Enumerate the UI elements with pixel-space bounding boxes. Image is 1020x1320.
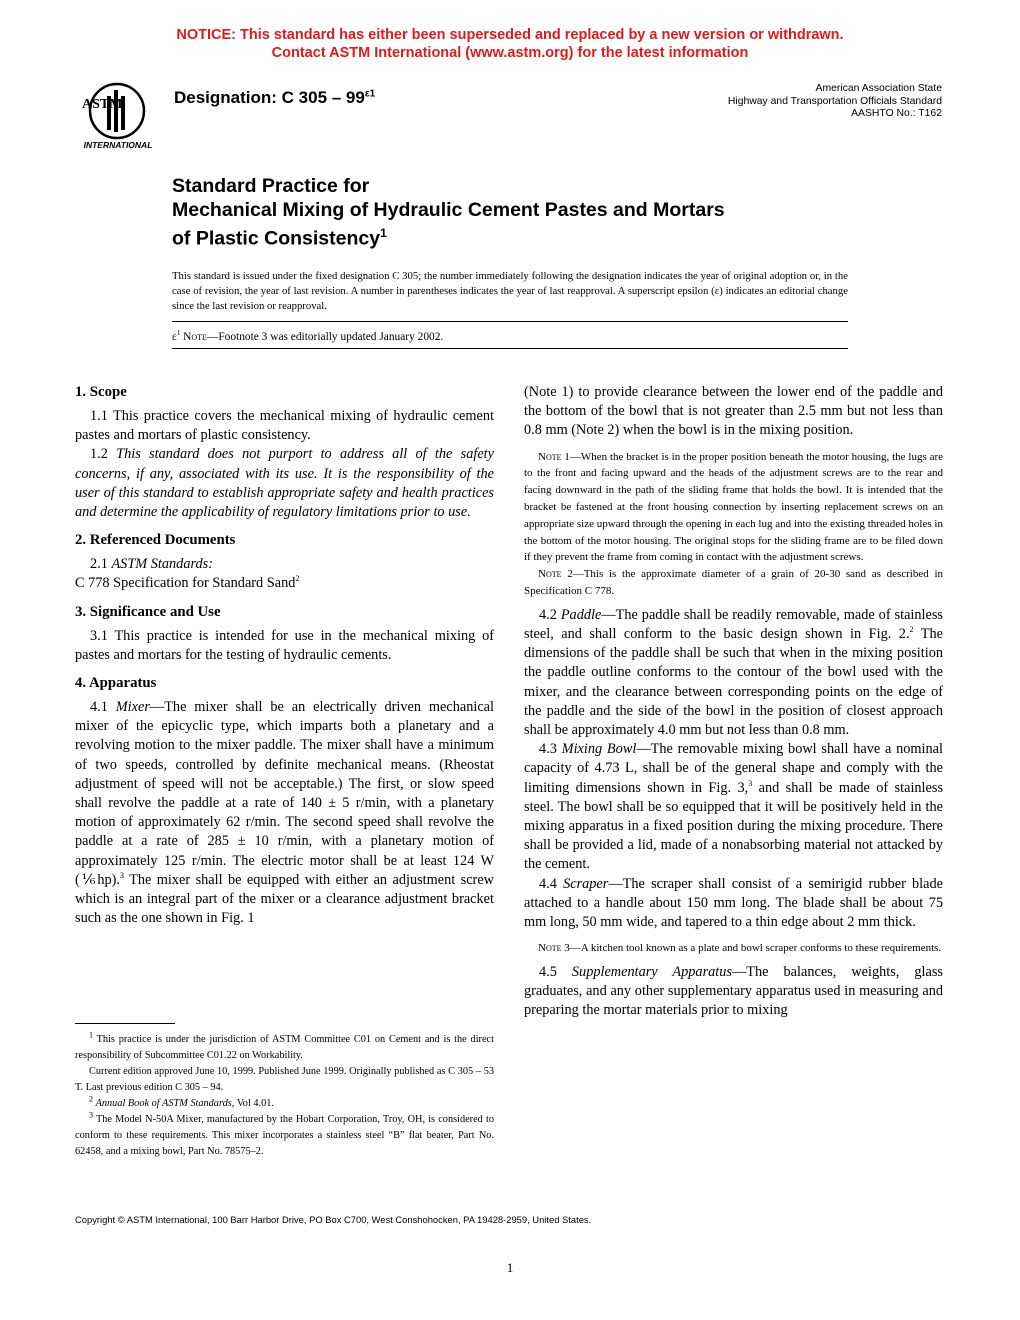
para-4-1-text-a: —The mixer shall be an electrically driven mechanical mixer of the epicyclic type, which imparts both a planetary and a revolving motion to the mixer paddle. The mixer shall have a minimum of two speeds, controlled by definite mechanical means. (Rheostat adjustment of speed will not be acceptable.) The first, or slow speed shall revolve the paddle at a rate of 140 ± 5 r/min, with a planetary motion of approximately 62 r/min. The second speed shall revolve the paddle at a rate of 285 ± 10 r/min, with a planetary motion of approximately 125 r/min. The electric motor shall be at least 124 W (⅙hp). — [75, 699, 494, 888]
para-4-5 — [524, 963, 943, 1021]
para-4-5-text: —The balances, weights, glass graduates, and any other supplementary apparatus used in measuring and preparing the mortar materials prior to mixing — [524, 964, 943, 1019]
astm-logo-graphic — [74, 78, 162, 152]
notice-line-2: Contact ASTM International (www.astm.org) for the latest information — [271, 45, 749, 61]
para-4-4-text: —The scraper shall consist of a semirigid rubber blade attached to a handle about 150 mm long. The blade shall be about 75 mm long, 50 mm wide, and tapered to a thin edge about 2 mm thick. — [524, 875, 943, 931]
page-number: 1 — [506, 1260, 514, 1275]
title-line-1: Standard Practice for — [172, 175, 370, 197]
footnote-rule — [75, 1023, 175, 1024]
designation-text: Designation: C 305 – 99 — [174, 88, 365, 107]
notice-line-1: NOTICE: This standard has either been superseded and replaced by a new version or withdrawn. — [176, 27, 844, 43]
para-4-1-num: 4.1 — [90, 699, 116, 716]
para-1-1: 1.1 This practice covers the mechanical mixing of hydraulic cement pastes and mortars of plastic consistency. — [75, 408, 494, 444]
para-4-3-num: 4.3 — [539, 741, 562, 758]
title-superscript: 1 — [380, 226, 387, 240]
para-4-3-text-b: and shall be made of stainless steel. The bowl shall be so equipped that it will be positively held in the mixing apparatus in a fixed position during the mixing procedure. There shall be provided a lid, made of a nonabsorbing material not attacked by the cement. — [524, 779, 944, 873]
para-4-2 — [524, 606, 943, 740]
para-4-1-term: Mixer — [115, 699, 150, 716]
note-3-text: 3—A kitchen tool known as a plate and bowl scraper conforms to these requirements. — [561, 942, 942, 955]
para-4-2-num: 4.2 — [539, 606, 561, 623]
title-line-2: Mechanical Mixing of Hydraulic Cement Pastes and Mortars — [172, 198, 725, 221]
para-4-2-text-b: The dimensions of the paddle shall be such that when in the mixing position the paddle outline conforms to the contour of the bowl used with the mixer, and the clearance between corresponding points on the edge of the paddle and the side of the bowl in the position of closest approach shall be approximately 4.0 mm but not less than 0.8 mm. — [524, 625, 944, 738]
notice-banner — [0, 26, 1020, 62]
reference-c778-sup: 2 — [295, 574, 300, 584]
footnote-3 — [75, 1112, 494, 1160]
para-4-4 — [524, 875, 943, 933]
para-1-2-text: This standard does not purport to address all of the safety concerns, if any, associated with its use. It is the responsibility of the user of this standard to establish appropriate safety and health practices and determine the applicability of regulatory limitations prior to use. — [75, 446, 494, 521]
section-3-heading: 3. Significance and Use — [75, 603, 221, 620]
note-2-label: Note — [538, 568, 562, 581]
para-1-2-num: 1.2 — [90, 446, 117, 463]
para-4-5-num: 4.5 — [539, 964, 572, 981]
rule-bottom — [172, 348, 848, 349]
para-4-3 — [524, 740, 943, 874]
astm-logo — [74, 78, 162, 152]
para-4-5-term: Supplementary Apparatus — [571, 964, 732, 981]
aashto-line-2: Highway and Transportation Officials Standard — [727, 95, 942, 107]
logo-letters: ASTM — [82, 97, 123, 112]
para-3-1: 3.1 This practice is intended for use in the mechanical mixing of pastes and mortars for the testing of hydraulic cements. — [75, 627, 494, 663]
aashto-block — [728, 83, 942, 121]
note-2 — [524, 566, 943, 600]
para-4-3-text-a: —The removable mixing bowl shall have a nominal capacity of 4.73 L, shall be of the general shape and comply with the limiting dimensions shown in Fig. 3, — [524, 741, 943, 796]
epsilon-mark: ε — [172, 330, 177, 343]
para-4-1-text-b: The mixer shall be equipped with either an adjustment screw which is an integral part of the mixer or a clearance adjustment bracket such as the one shown in Fig. 1 — [75, 871, 494, 927]
note-1-label: Note — [538, 450, 562, 463]
document-title — [172, 175, 725, 251]
footnote-1-text: This practice is under the jurisdiction of ASTM Committee C01 on Cement and is the direct responsibility of Subcommittee C01.22 on Workability. — [75, 1034, 494, 1061]
editorial-note — [172, 329, 443, 343]
aashto-line-3: AASHTO No.: T162 — [851, 108, 942, 119]
reference-c778-text: C 778 Specification for Standard Sand — [75, 575, 296, 592]
footnote-2-sup: 2 — [89, 1094, 93, 1104]
note-3-label: Note — [538, 942, 562, 955]
right-column — [524, 383, 943, 1021]
left-column — [75, 383, 494, 928]
para-4-1 — [75, 698, 494, 928]
logo-label: INTERNATIONAL — [83, 140, 153, 150]
aashto-line-1: American Association State — [815, 83, 942, 94]
title-line-3: of Plastic Consistency — [172, 227, 381, 250]
epsilon-sup: 1 — [176, 329, 181, 337]
para-1-2 — [75, 445, 494, 522]
para-4-4-term: Scraper — [563, 875, 609, 892]
footnote-2 — [75, 1096, 494, 1112]
para-4-2-sup: 2 — [909, 625, 914, 635]
footnote-3-text: The Model N-50A Mixer, manufactured by the Hobart Corporation, Troy, OH, is considered to conform to these requirements. This mixer incorporates a stainless steel “B” flat beater, Part No. 62458, and a mixing bowl, Part No. 78575–2. — [75, 1114, 494, 1157]
editorial-note-text: —Footnote 3 was editorially updated January 2002. — [206, 330, 444, 343]
para-4-3-sup: 3 — [748, 778, 753, 788]
footnote-1-continued: Current edition approved June 10, 1999. Published June 1999. Originally published as C 305 – 53 T. Last previous edition C 305 – 94. — [75, 1066, 494, 1093]
footnote-2-rest: , Vol 4.01. — [231, 1098, 274, 1109]
footnotes — [75, 1032, 494, 1160]
para-4-1-continued: (Note 1) to provide clearance between the lower end of the paddle and the bottom of the bowl that is not greater than 2.5 mm but not less than 0.8 mm (Note 2) when the bowl is in the mixing position. — [524, 384, 943, 439]
para-2-1 — [75, 555, 494, 574]
copyright: Copyright © ASTM International, 100 Barr Harbor Drive, PO Box C700, West Conshohocken, PA 19428-2959, United States. — [75, 1214, 592, 1225]
section-4-heading: 4. Apparatus — [75, 675, 157, 692]
para-4-4-num: 4.4 — [539, 875, 564, 892]
designation — [174, 88, 375, 108]
footnote-1 — [75, 1032, 494, 1064]
note-label: Note — [183, 330, 207, 343]
designation-superscript: ε1 — [364, 88, 376, 100]
para-4-2-text-a: —The paddle shall be readily removable, made of stainless steel, and shall conform to the basic design shown in Fig. 2. — [524, 606, 943, 642]
reference-c778 — [75, 574, 494, 593]
footnote-3-sup: 3 — [89, 1110, 93, 1120]
para-4-2-term: Paddle — [560, 606, 602, 623]
section-2-heading: 2. Referenced Documents — [75, 532, 236, 549]
rule-top — [172, 321, 848, 322]
note-1 — [524, 449, 943, 567]
para-2-1-num: 2.1 — [90, 556, 112, 573]
footnote-2-text: Annual Book of ASTM Standards — [95, 1098, 232, 1109]
note-2-text: 2—This is the approximate diameter of a grain of 20-30 sand as described in Specification C 778. — [524, 568, 943, 597]
section-1-heading: 1. Scope — [75, 384, 127, 400]
issuance-statement: This standard is issued under the fixed designation C 305; the number immediately following the designation indicates the year of original adoption or, in the case of revision, the year of last revision. A number in parentheses indicates the year of last reapproval. A superscript epsilon (ε) indicates an editorial change since the last revision or reapproval. — [172, 270, 848, 312]
para-4-1-sup: 3 — [119, 871, 124, 881]
para-4-3-term: Mixing Bowl — [561, 741, 637, 758]
para-2-1-text: ASTM Standards: — [111, 556, 213, 573]
note-1-text: 1—When the bracket is in the proper position beneath the motor housing, the lugs are to the front and facing upward and the heads of the adjustment screws are to the rear and facing downward in the path of the sliding frame that holds the bowl. It is intended that the bracket be fastened at the front housing connection by inserting replacement screws on an appropriate size upward through the opening in each lug and into the existing threaded holes in the bottom of the motor housing. The original stops for the sliding frame are to be filed down if they prevent the frame from coming in contact with the adjustment screws. — [524, 450, 943, 564]
note-3 — [524, 940, 943, 957]
footnote-1-sup: 1 — [89, 1030, 93, 1040]
